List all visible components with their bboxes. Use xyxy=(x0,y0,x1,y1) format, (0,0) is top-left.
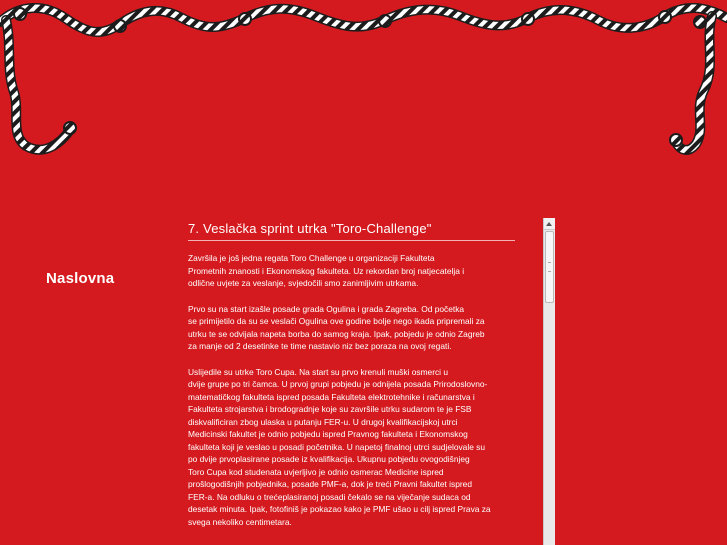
text-line: Toro Cupa kod studenata uvjerljivo je odnio osmerac Medicine ispred xyxy=(188,466,444,477)
text-line: FER-a. Na odluku o trećeplasiranoj posadi čekalo se na viječanje sudaca od xyxy=(188,491,471,502)
title-divider xyxy=(188,240,515,241)
text-line: diskvalificiran zbog ulaska u putanju FER-u. U drugoj kvalifikacijskoj utrci xyxy=(188,416,458,427)
text-line: fakulteta koji je veslao u posadi početnika. U napetoj finalnoj utrci sudjelovale su xyxy=(188,441,486,452)
rope-decoration-icon xyxy=(0,0,727,170)
article-paragraph-3 xyxy=(188,366,518,529)
text-line: prošlogodišnjih pobjednika, posade PMF-a, dok je treći Pravni fakultet ispred xyxy=(188,479,472,489)
article-paragraph-2 xyxy=(188,303,518,353)
text-line: Prometnih znanosti i Ekonomskog fakulteta. Uz rekordan broj natjecatelja i xyxy=(188,265,465,276)
text-line: desetak minuta. Ipak, fotofiniš je pokazao kako je PMF ušao u cilj ispred Prava za xyxy=(188,504,491,514)
text-line: dvije grupe po tri čamca. U prvoj grupi pobjedu je odnijela posada Prirodoslovno- xyxy=(188,379,488,389)
scroll-thumb[interactable] xyxy=(545,231,554,303)
text-line: Uslijedile su utrke Toro Cupa. Na start su prvo krenuli muški osmerci u xyxy=(188,366,449,377)
article-scrollbar[interactable] xyxy=(543,218,555,545)
text-line: matematičkog fakulteta ispred posada Fakulteta elektrotehnike i računarstva i xyxy=(188,391,475,402)
article-title: 7. Veslačka sprint utrka "Toro-Challenge" xyxy=(188,221,432,236)
text-line: utrku te se odvijala napeta borba do samog kraja. Ipak, pobjedu je odnio Zagreb xyxy=(188,328,485,339)
article-paragraph-1 xyxy=(188,252,518,290)
text-line: svega nekoliko centimetara. xyxy=(188,516,292,527)
text-line: za manje od 2 desetinke te time nastavio niz bez poraza na ovoj regati. xyxy=(188,341,452,351)
text-line: se primijetilo da su se veslači Ogulina ove godine bolje nego ikada pripremali za xyxy=(188,316,485,326)
text-line: Medicinski fakultet je odnio pobjedu ispred Pravnog fakulteta i Ekonomskog xyxy=(188,429,468,439)
article-body xyxy=(188,252,518,541)
article-panel xyxy=(172,216,543,545)
text-line: po dvije prvoplasirane posade iz kvalifikacija. Ukupnu pobjedu ovogodišnjeg xyxy=(188,454,470,464)
text-line: Završila je još jedna regata Toro Challenge u organizaciji Fakulteta xyxy=(188,253,435,263)
scroll-up-arrow-icon[interactable] xyxy=(544,218,555,230)
text-line: Prvo su na start izašle posade grada Ogulina i grada Zagreba. Od početka xyxy=(188,303,465,314)
nav-link-naslovna[interactable]: Naslovna xyxy=(46,270,115,287)
text-line: odlične uvjete za veslanje, svjedočili smo zanimljivim utrkama. xyxy=(188,278,419,288)
text-line: Fakulteta strojarstva i brodogradnje koje su završile utrku sudarom te je FSB xyxy=(188,404,472,414)
